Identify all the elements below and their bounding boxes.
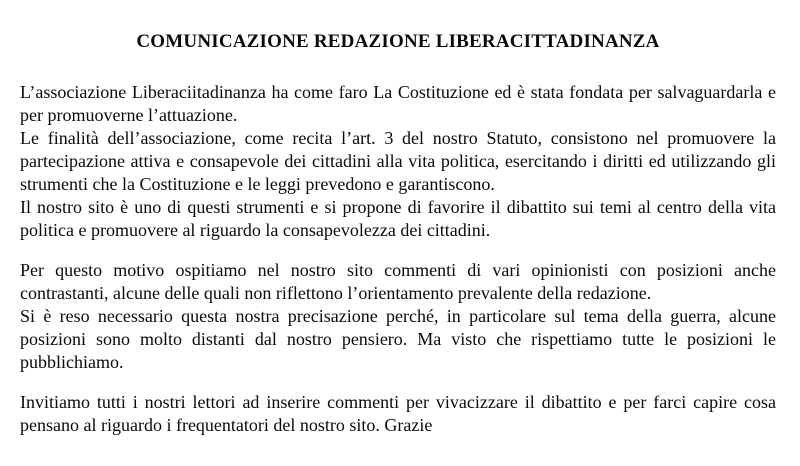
clarification-paragraph-2: Si è reso necessario questa nostra precisazione perché, in particolare sul tema della guerra, alcune posizioni sono molto distanti dal nostro pensiero. Ma visto che rispettiamo tutte le posizioni le pubblichiamo. — [20, 306, 776, 372]
intro-paragraph-2: Le finalità dell’associazione, come recita l’art. 3 del nostro Statuto, consistono nel promuovere la partecipazione attiva e consapevole dei cittadini alla vita politica, esercitando i diritti ed utilizzando gli strumenti che la Costituzione e le leggi prevedono e garantiscono. — [20, 128, 776, 194]
invitation-section — [20, 391, 776, 437]
document-title: COMUNICAZIONE REDAZIONE LIBERACITTADINANZA — [136, 31, 660, 52]
invitation-paragraph: Invitiamo tutti i nostri lettori ad inserire commenti per vivacizzare il dibattito e per farci capire cosa pensano al riguardo i frequentatori del nostro sito. Grazie — [20, 392, 776, 435]
intro-section — [20, 81, 776, 242]
clarification-paragraph-1: Per questo motivo ospitiamo nel nostro sito commenti di vari opinionisti con posizioni anche contrastanti, alcune delle quali non riflettono l’orientamento prevalente della redazione. — [20, 260, 776, 303]
intro-paragraph-1: L’associazione Liberaciitadinanza ha come faro La Costituzione ed è stata fondata per salvaguardarla e per promuoverne l’attuazione. — [20, 82, 776, 125]
intro-paragraph-3: Il nostro sito è uno di questi strumenti e si propone di favorire il dibattito sui temi al centro della vita politica e promuovere al riguardo la consapevolezza dei cittadini. — [20, 197, 776, 240]
clarification-section — [20, 259, 776, 374]
